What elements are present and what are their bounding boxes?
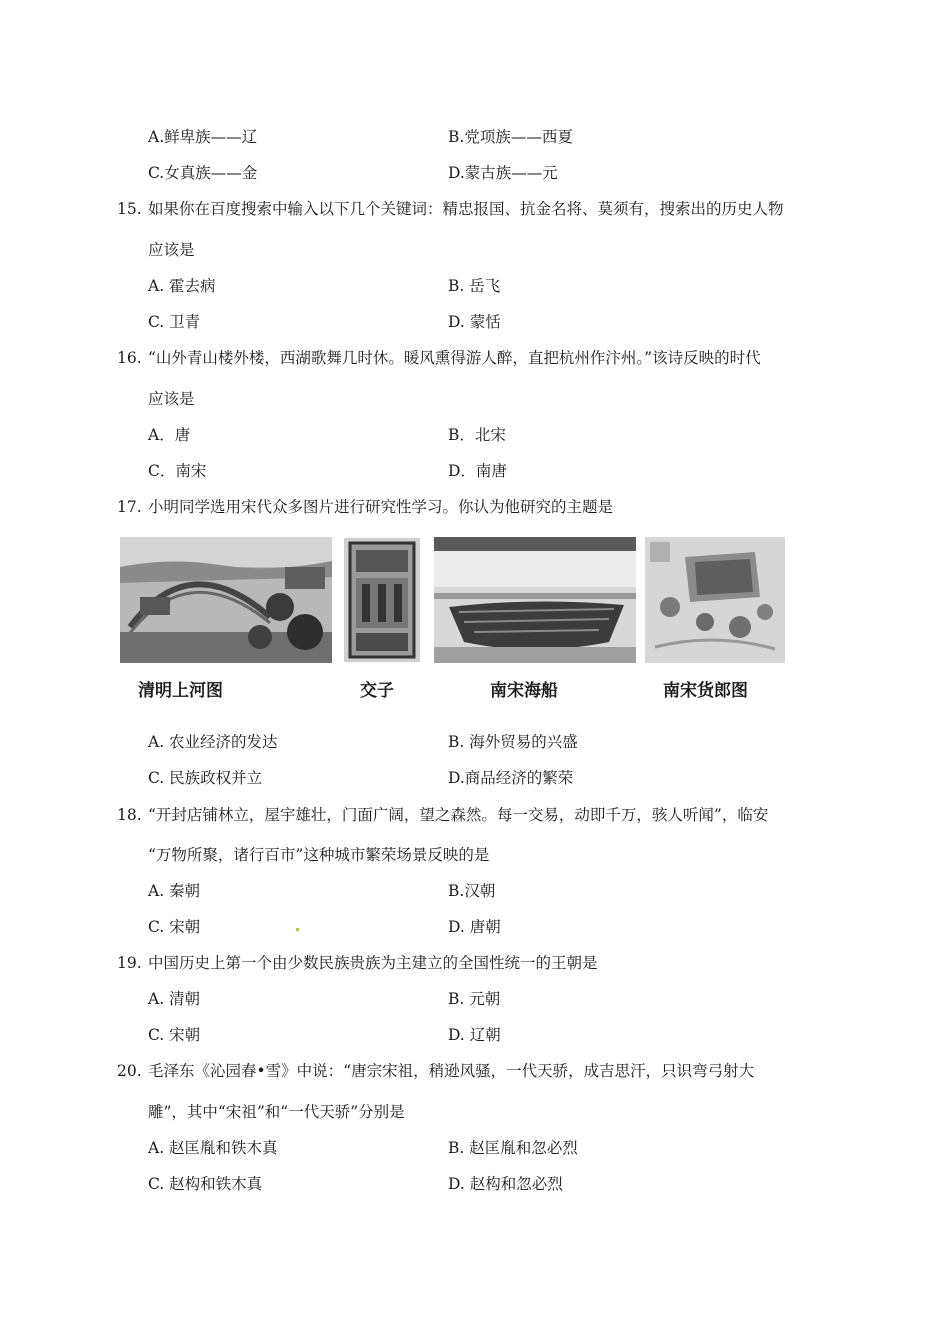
q16-option-d: D．南唐 [448, 462, 507, 480]
q15-option-b: B. 岳飞 [448, 277, 501, 295]
jiaozi-banknote-graphic [344, 538, 420, 662]
q15-option-d: D. 蒙恬 [448, 313, 501, 331]
q15-option-c: C. 卫青 [148, 313, 201, 331]
huolang-painting-image [645, 537, 785, 663]
q14-option-d: D.蒙古族——元 [448, 164, 558, 182]
stray-mark [296, 928, 299, 931]
q18-option-a: A. 秦朝 [148, 882, 201, 900]
q14-option-c: C.女真族——金 [148, 164, 258, 182]
q14-option-b: B.党项族——西夏 [448, 128, 573, 146]
q20-option-a: A. 赵匡胤和铁木真 [148, 1139, 278, 1157]
huolang-painting-graphic [645, 537, 785, 663]
q20-number: 20. [117, 1062, 142, 1080]
q16-option-b: B．北宋 [448, 426, 506, 444]
q20-option-b: B. 赵匡胤和忽必烈 [448, 1139, 578, 1157]
q15-number: 15. [117, 200, 142, 218]
q19-option-a: A. 清朝 [148, 990, 201, 1008]
q18-number: 18. [117, 806, 142, 824]
qingming-painting-graphic [120, 537, 332, 663]
q18-option-c: C. 宋朝 [148, 918, 201, 936]
q19-option-c: C. 宋朝 [148, 1026, 201, 1044]
caption-huolang: 南宋货郎图 [663, 681, 748, 701]
q19-option-b: B. 元朝 [448, 990, 501, 1008]
q15-option-a: A. 霍去病 [148, 277, 216, 295]
q17-number: 17. [117, 498, 142, 516]
q17-option-a: A. 农业经济的发达 [148, 733, 278, 751]
q14-option-a: A.鲜卑族——辽 [148, 128, 258, 146]
q20-text-line2: 雕”，其中“宋祖”和“一代天骄”分别是 [148, 1103, 405, 1121]
q17-option-d: D.商品经济的繁荣 [448, 769, 574, 787]
q16-text-line2: 应该是 [148, 390, 195, 408]
song-ship-image [434, 537, 636, 663]
q18-option-d: D. 唐朝 [448, 918, 501, 936]
q18-text-line1: “开封店铺林立，屋宇雄壮，门面广阔，望之森然。每一交易，动即千万，骇人听闻”，临安 [148, 806, 769, 824]
song-ship-graphic [434, 537, 636, 663]
q17-option-c: C. 民族政权并立 [148, 769, 263, 787]
jiaozi-banknote-image [344, 538, 420, 662]
q19-option-d: D. 辽朝 [448, 1026, 501, 1044]
q17-text-line1: 小明同学选用宋代众多图片进行研究性学习。你认为他研究的主题是 [148, 498, 614, 516]
q16-number: 16. [117, 349, 142, 367]
q18-text-line2: “万物所聚，诸行百市”这种城市繁荣场景反映的是 [148, 846, 490, 864]
q20-option-d: D. 赵构和忽必烈 [448, 1175, 563, 1193]
q20-option-c: C. 赵构和铁木真 [148, 1175, 263, 1193]
q18-option-b: B.汉朝 [448, 882, 496, 900]
q16-option-c: C．南宋 [148, 462, 207, 480]
q15-text-line2: 应该是 [148, 241, 195, 259]
caption-qingming: 清明上河图 [138, 681, 223, 701]
q19-text-line1: 中国历史上第一个由少数民族贵族为主建立的全国性统一的王朝是 [148, 954, 598, 972]
q20-text-line1: 毛泽东《沁园春•雪》中说：“唐宗宋祖，稍逊风骚，一代天骄，成吉思汗，只识弯弓射大 [148, 1062, 755, 1080]
caption-jiaozi: 交子 [360, 681, 394, 701]
qingming-painting-image [120, 537, 332, 663]
q15-text-line1: 如果你在百度搜索中输入以下几个关键词：精忠报国、抗金名将、莫须有，搜索出的历史人物 [148, 200, 784, 218]
q16-text-line1: “山外青山楼外楼，西湖歌舞几时休。暖风熏得游人醉，直把杭州作汴州。”该诗反映的时代 [148, 349, 761, 367]
q17-option-b: B. 海外贸易的兴盛 [448, 733, 578, 751]
q16-option-a: A．唐 [148, 426, 191, 444]
caption-song-ship: 南宋海船 [490, 681, 558, 701]
q19-number: 19. [117, 954, 142, 972]
